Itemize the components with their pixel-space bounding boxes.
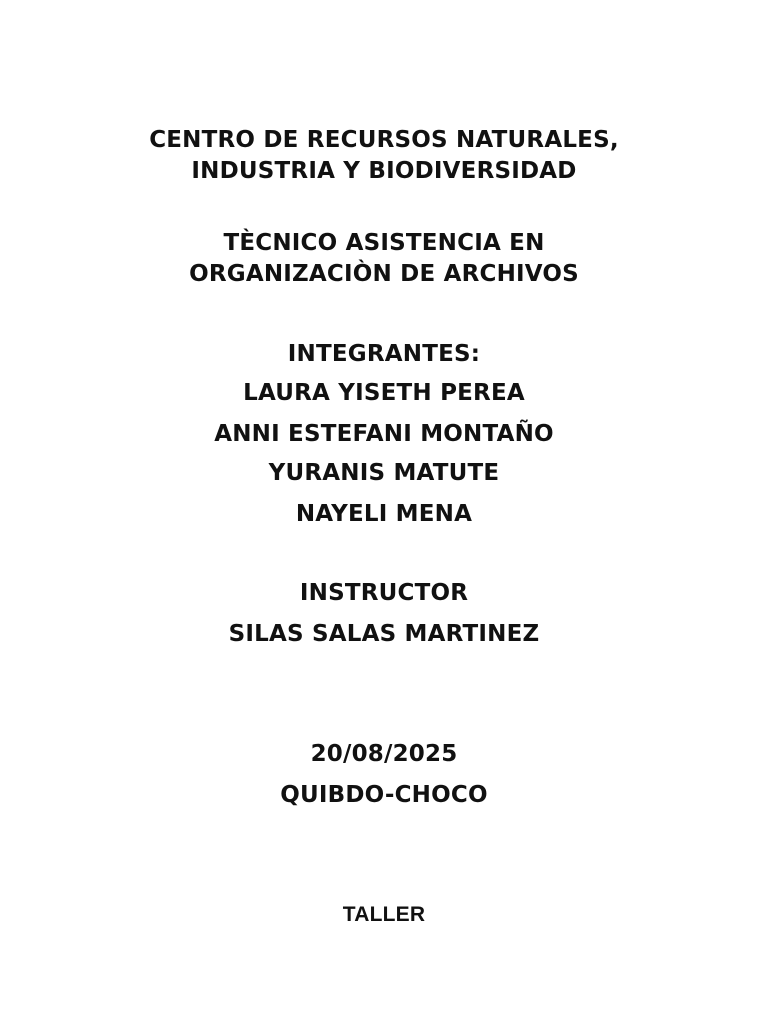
program-line-1: TÈCNICO ASISTENCIA EN [223,230,545,256]
institution-line-1: CENTRO DE RECURSOS NATURALES, [149,127,619,153]
members-heading: INTEGRANTES: [287,341,481,367]
member-name: NAYELI MENA [295,501,473,527]
location: QUIBDO-CHOCO [280,782,488,808]
instructor-heading: INSTRUCTOR [299,580,469,606]
member-name: YURANIS MATUTE [268,460,500,486]
member-name: ANNI ESTEFANI MONTAÑO [214,421,554,447]
program-line-2: ORGANIZACIÒN DE ARCHIVOS [189,261,579,287]
document-type: TALLER [342,903,426,926]
member-name: LAURA YISETH PEREA [243,380,525,406]
institution-line-2: INDUSTRIA Y BIODIVERSIDAD [191,158,577,184]
instructor-name: SILAS SALAS MARTINEZ [228,621,540,647]
date: 20/08/2025 [310,741,458,767]
